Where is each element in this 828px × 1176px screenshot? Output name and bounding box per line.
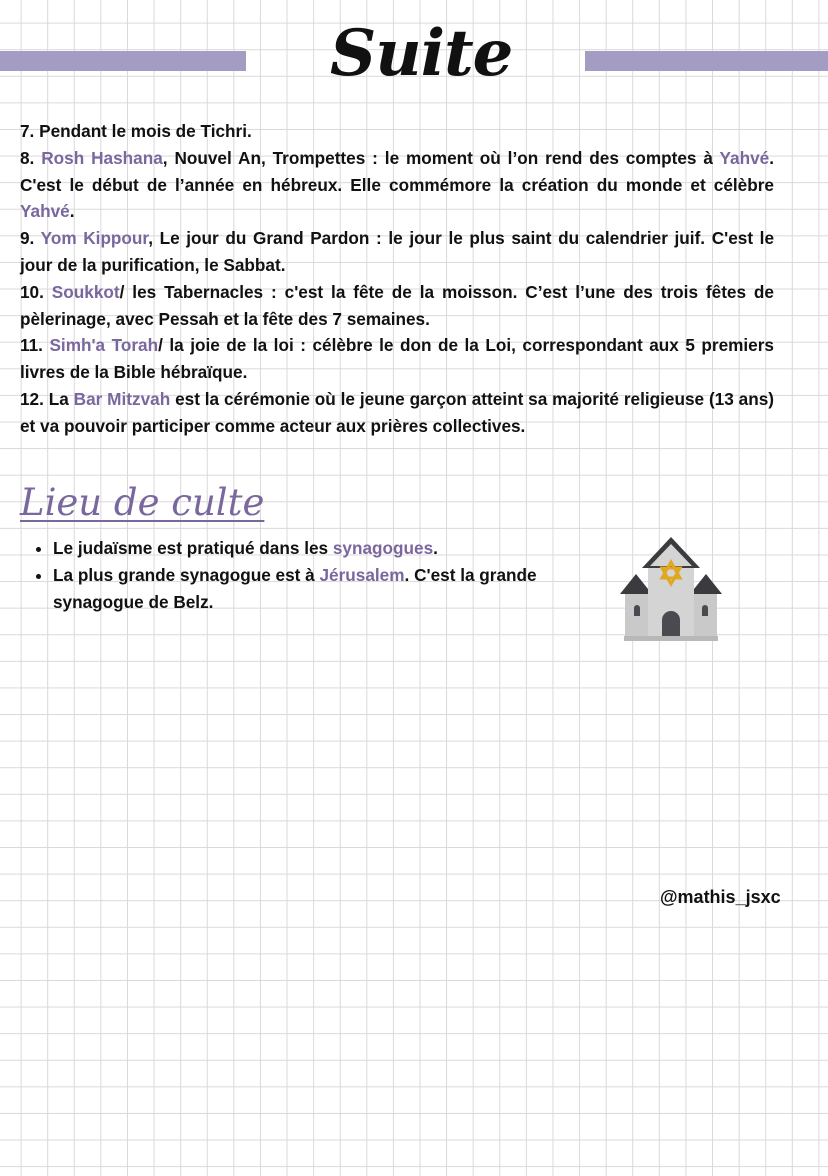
term-synagogues: synagogues (332, 538, 434, 558)
author-handle: @mathis_jsxc (660, 887, 781, 907)
section-title: Lieu de culte (20, 481, 265, 524)
list-item-9: 9. Yom Kippour, Le jour du Grand Pardon : le jour le plus saint du calendrier juif. C'est le jour de la purification, le Sabbat. (20, 228, 774, 275)
list-item-11: 11. Simh'a Torah/ la joie de la loi : célèbre le don de la Loi, correspondant aux 5 premiers livres de la Bible hébraïque. (20, 335, 774, 383)
term-rosh-hashana: Rosh Hashana (41, 147, 163, 168)
header-bar-right (585, 51, 828, 71)
synagogue-icon (618, 532, 724, 644)
list-item-7: 7. Pendant le mois de Tichri. (20, 121, 252, 141)
header-bar-left (0, 51, 246, 71)
bullet-list (20, 535, 598, 615)
term-bar-mitzvah: Bar Mitzvah (73, 388, 171, 409)
term-yahve: Yahvé (719, 147, 770, 168)
list-item-8: 8. Rosh Hashana, Nouvel An, Trompettes : le moment où l’on rend des comptes à Yahvé. C'est le début de l’année en hébreux. Elle commémore la création du monde et célèbre Yahvé. (20, 147, 775, 222)
numbered-list (20, 118, 774, 440)
bullet-item: • Le judaïsme est pratiqué dans les synagogues. (53, 535, 598, 562)
term-jerusalem: Jérusalem (319, 564, 405, 585)
list-item-10: 10. Soukkot/ les Tabernacles : c'est la fête de la moisson. C’est l’une des trois fêtes de pèlerinage, avec Pessah et la fête des 7 semaines. (20, 281, 774, 329)
term-simha-torah: Simh'a Torah (49, 335, 159, 356)
term-yahve: Yahvé (20, 201, 70, 222)
bullet-item: • La plus grande synagogue est à Jérusalem. C'est la grande synagogue de Belz. (53, 562, 598, 616)
term-yom-kippour: Yom Kippour (40, 228, 149, 249)
term-soukkot: Soukkot (51, 281, 120, 302)
page-title: Suite (330, 16, 513, 91)
list-item-12: 12. La Bar Mitzvah est la cérémonie où le jeune garçon atteint sa majorité religieuse (13 ans) et va pouvoir participer comme acteur aux prières collectives. (20, 388, 774, 436)
